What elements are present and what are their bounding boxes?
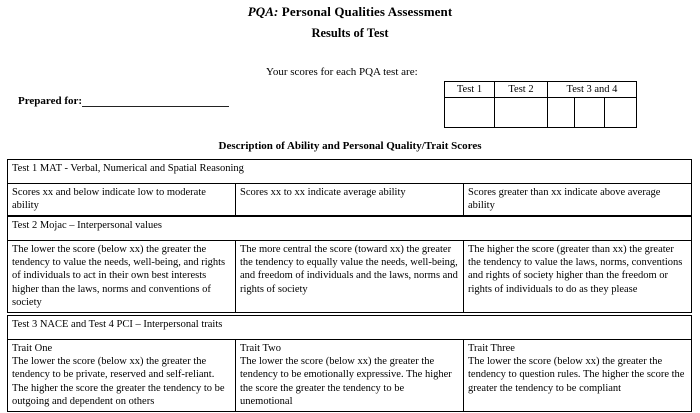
page-title-abbr: PQA: — [247, 4, 279, 19]
test-1-band-high: Scores greater than xx indicate above average ability — [464, 184, 692, 216]
test-2-band-row — [8, 241, 692, 313]
test-2-band-low: The lower the score (below xx) the greater the tendency to value the needs, well-being, and rights of individuals to act in their own best interests higher than the laws, norms and conventions of society — [8, 241, 236, 313]
scores-table-header-row — [445, 82, 637, 98]
test-2-title: Test 2 Mojac – Interpersonal values — [8, 217, 692, 241]
test-2-band-high: The higher the score (greater than xx) the greater the tendency to value the laws, norms, conventions and rights of society higher than the freedom or rights of individuals to do as they please — [464, 241, 692, 313]
test-3-4-table — [7, 315, 692, 412]
test-1-band-low: Scores xx and below indicate low to moderate ability — [8, 184, 236, 216]
trait-three-description: The lower the score (below xx) the greater the tendency to question rules. The higher the score the greater the tendency to be compliant — [468, 356, 685, 394]
trait-one-cell — [8, 340, 236, 412]
score-cell-test-3-b[interactable] — [575, 98, 605, 128]
scores-header-test-2: Test 2 — [495, 82, 548, 98]
page-title — [0, 4, 700, 20]
trait-one-label: Trait One — [12, 343, 53, 354]
test-1-title: Test 1 MAT - Verbal, Numerical and Spatial Reasoning — [8, 160, 692, 184]
test-3-4-title-row — [8, 316, 692, 340]
trait-two-description: The lower the score (below xx) the greater the tendency to be emotionally expressive. The higher the score the greater the tendency to be unemotional — [240, 356, 452, 407]
test-2-band-central: The more central the score (toward xx) the greater the tendency to equally value the needs, well-being, and freedom of individuals and the laws, norms and rights of society — [236, 241, 464, 313]
scores-table-wrapper — [444, 81, 637, 128]
test-2-title-row — [8, 217, 692, 241]
description-block-test-2 — [7, 216, 692, 313]
scores-header-test-1: Test 1 — [445, 82, 495, 98]
description-block-test-1 — [7, 159, 692, 216]
test-1-title-row — [8, 160, 692, 184]
page-subtitle: Results of Test — [311, 26, 389, 40]
description-block-test-3-and-4 — [7, 315, 692, 412]
trait-two-cell — [236, 340, 464, 412]
trait-one-description: The lower the score (below xx) the greater the tendency to be private, reserved and self-reliant. The higher the score the greater the tendency to be outgoing and dependent on others — [12, 356, 225, 407]
trait-three-cell — [464, 340, 692, 412]
score-cell-test-2[interactable] — [495, 98, 548, 128]
test-1-band-row — [8, 184, 692, 216]
prepared-for-input-line[interactable] — [82, 95, 229, 107]
prepared-for-label: Prepared for: — [18, 95, 83, 107]
score-cell-test-1[interactable] — [445, 98, 495, 128]
descriptions-heading: Description of Ability and Personal Quality/Trait Scores — [218, 140, 482, 152]
score-cell-test-4[interactable] — [605, 98, 637, 128]
scores-table — [444, 81, 637, 128]
test-1-table — [7, 159, 692, 216]
scores-header-test-3-and-4: Test 3 and 4 — [548, 82, 637, 98]
test-1-band-average: Scores xx to xx indicate average ability — [236, 184, 464, 216]
trait-two-label: Trait Two — [240, 343, 281, 354]
test-3-4-title: Test 3 NACE and Test 4 PCI – Interpersonal traits — [8, 316, 692, 340]
trait-three-label: Trait Three — [468, 343, 515, 354]
scores-table-value-row — [445, 98, 637, 128]
test-3-4-trait-row — [8, 340, 692, 412]
prepared-for-row — [18, 95, 229, 107]
scores-intro-text: Your scores for each PQA test are: — [266, 66, 418, 78]
page-title-rest: Personal Qualities Assessment — [278, 4, 453, 19]
test-2-table — [7, 216, 692, 313]
score-cell-test-3-a[interactable] — [548, 98, 575, 128]
